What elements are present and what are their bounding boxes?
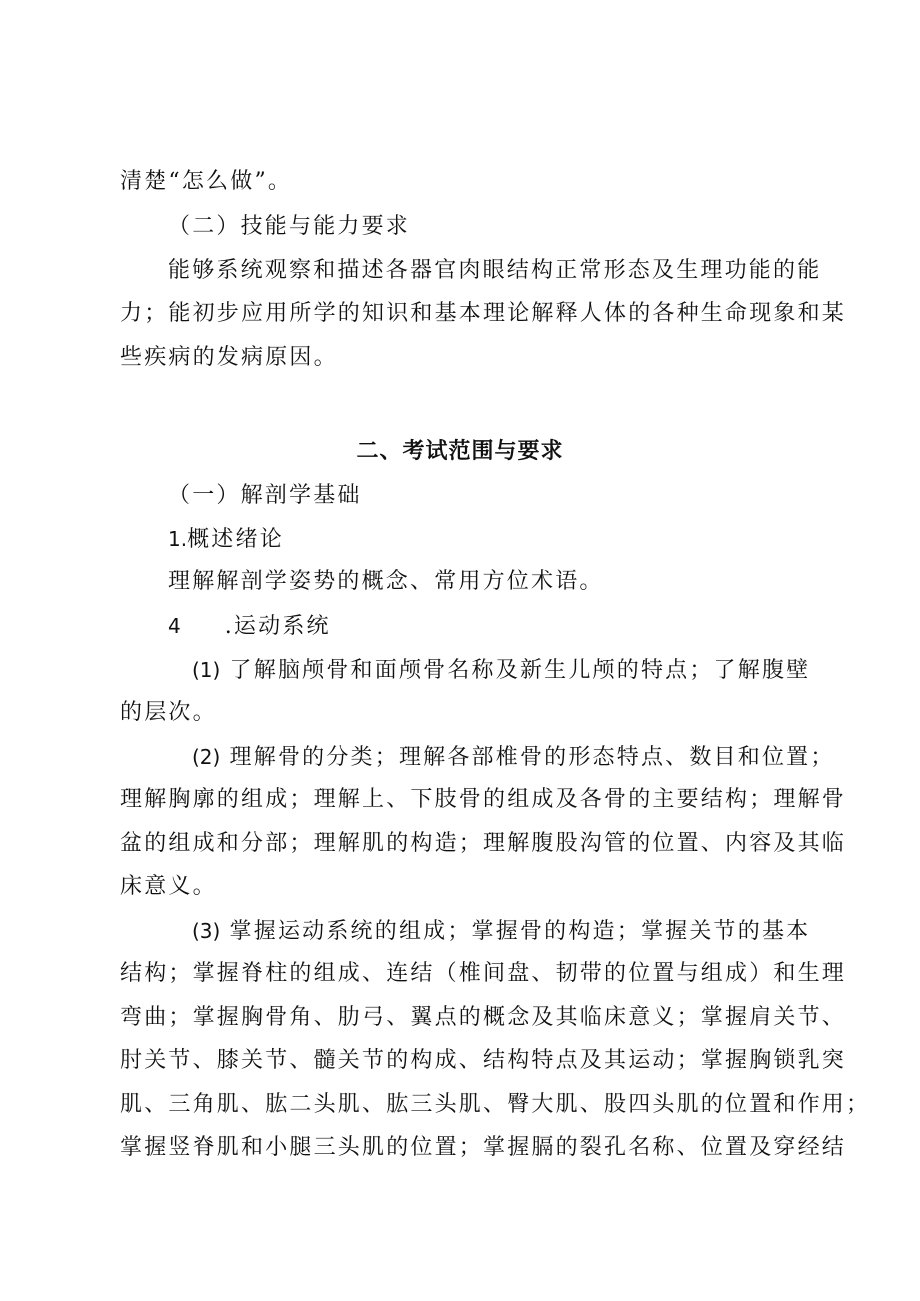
- paragraph-line: 床意义。: [120, 874, 217, 899]
- paragraph-line: 力；能初步应用所学的知识和基本理论解释人体的各种生命现象和某: [120, 301, 847, 326]
- section-heading: 二、考试范围与要求: [356, 439, 564, 464]
- paragraph-line: 理解解剖学姿势的概念、常用方位术语。: [168, 569, 604, 594]
- section-title-skills: （二）技能与能力要求: [168, 214, 411, 239]
- paragraph-text: 理解骨的分类；理解各部椎骨的形态特点、数目和位置；: [229, 745, 835, 770]
- item-number: 4: [168, 614, 181, 638]
- paragraph-line: 肌、三角肌、肱二头肌、肱三头肌、臀大肌、股四头肌的位置和作用；: [120, 1092, 871, 1117]
- paragraph-line: 结构；掌握脊柱的组成、连结（椎间盘、韧带的位置与组成）和生理: [120, 961, 847, 986]
- paragraph-line: 理解胸廓的组成；理解上、下肢骨的组成及各骨的主要结构；理解骨: [120, 787, 847, 812]
- paragraph-line: 能够系统观察和描述各器官肉眼结构正常形态及生理功能的能: [168, 258, 822, 283]
- paragraph-line: [192, 916, 810, 946]
- paragraph-line: 的层次。: [120, 700, 217, 725]
- item-heading-4: [168, 611, 331, 641]
- paren-number: (3): [192, 919, 221, 943]
- paragraph-line: 掌握竖脊肌和小腿三头肌的位置；掌握膈的裂孔名称、位置及穿经结: [120, 1135, 847, 1160]
- paragraph-line: 盆的组成和分部；理解肌的构造；理解腹股沟管的位置、内容及其临: [120, 831, 847, 856]
- paragraph-line: 清楚“怎么做”。: [120, 169, 293, 194]
- paragraph-line: [192, 742, 835, 772]
- paragraph-line: 些疾病的发病原因。: [120, 345, 338, 370]
- item-title: 概述绪论: [187, 527, 284, 552]
- paragraph-text: 掌握运动系统的组成；掌握骨的构造；掌握关节的基本: [229, 919, 811, 944]
- item-heading-1: [168, 524, 284, 554]
- item-title: .运动系统: [224, 614, 331, 639]
- paragraph-line: 弯曲；掌握胸骨角、肋弓、翼点的概念及其临床意义；掌握肩关节、: [120, 1005, 847, 1030]
- paren-number: (1): [192, 658, 221, 682]
- paragraph-line: [192, 655, 810, 685]
- paragraph-text: 了解脑颅骨和面颅骨名称及新生儿颅的特点；了解腹壁: [229, 658, 811, 683]
- item-number: 1.: [168, 527, 188, 551]
- paragraph-line: 肘关节、膝关节、髓关节的构成、结构特点及其运动；掌握胸锁乳突: [120, 1048, 847, 1073]
- subsection-title: （一）解剖学基础: [168, 483, 362, 508]
- paren-number: (2): [192, 745, 221, 769]
